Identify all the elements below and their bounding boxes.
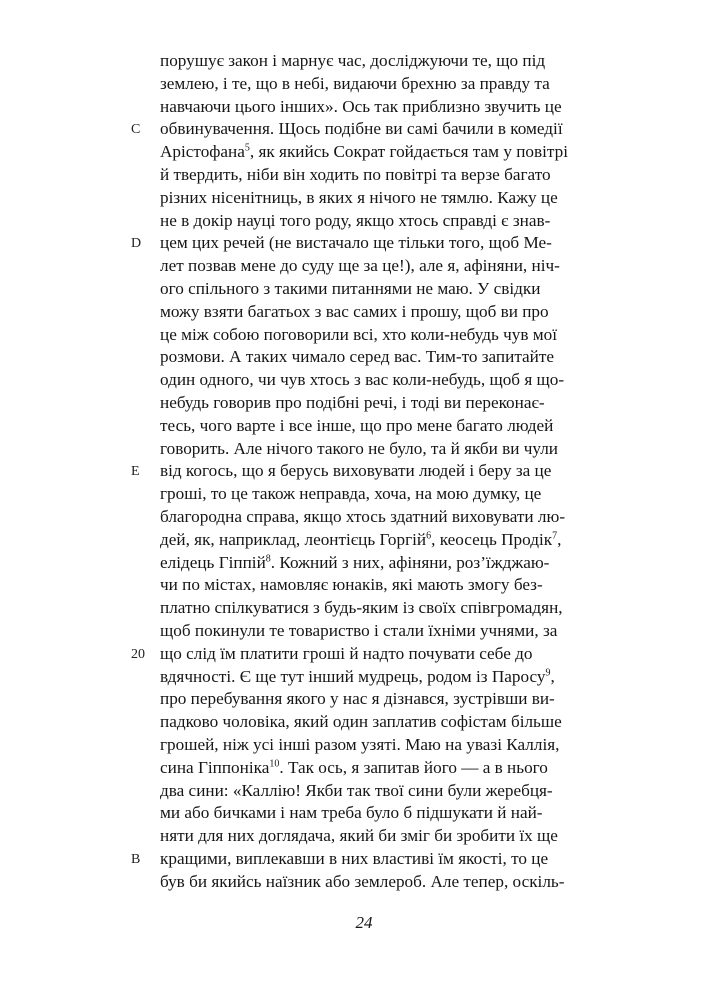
text-line (160, 392, 628, 415)
text-line (160, 438, 628, 461)
text-segment: не в докір науці того роду, якщо хтось справді є знав- (160, 210, 551, 230)
footnote-ref: 10 (269, 757, 280, 769)
text-segment: про перебування якого у нас я дізнався, зустрівши ви- (160, 689, 555, 709)
text-line (160, 255, 628, 278)
text-line (160, 346, 628, 369)
text-segment: падково чоловіка, який один заплатив софістам більше (160, 712, 562, 732)
text-segment: землею, і те, що в небі, видаючи брехню за правду та (160, 73, 550, 93)
text-line (160, 780, 628, 803)
text-segment: можу взяти багатьох з вас самих і прошу, щоб ви про (160, 301, 549, 321)
text-line (160, 734, 628, 757)
body-text (160, 50, 628, 893)
text-line (160, 278, 628, 301)
text-segment: . Так ось, я запитав його — а в нього (279, 757, 548, 777)
text-segment: розмови. А таких чимало серед вас. Тим-то запитайте (160, 347, 555, 367)
text-line (160, 324, 628, 347)
text-line (160, 210, 628, 233)
text-line (160, 597, 628, 620)
text-segment: небудь говорив про подібні речі, і тоді ви переконає- (160, 392, 545, 412)
text-line (160, 666, 628, 689)
margin-marker: 20 (131, 646, 145, 662)
text-segment: цем цих речей (не вистачало ще тільки того, щоб Ме- (160, 233, 552, 253)
text-line (160, 301, 628, 324)
text-line (160, 415, 628, 438)
text-segment: Арістофана (160, 142, 245, 162)
text-line (160, 871, 628, 894)
text-line (160, 757, 628, 780)
text-segment: говорить. Але нічого такого не було, та й якби ви чули (160, 438, 559, 458)
text-segment: що слід їм платити гроші й надто почувати себе до (160, 643, 533, 663)
text-segment: обвинувачення. Щось подібне ви самі бачили в комедії (160, 119, 563, 139)
margin-marker: D (131, 236, 142, 252)
text-segment: , як якийсь Сократ гойдається там у повітрі (249, 142, 568, 162)
text-line (160, 118, 628, 141)
text-segment: порушує закон і марнує час, досліджуючи те, що під (160, 51, 546, 70)
text-segment: . Кожний з них, афіняни, роз’їжджаю- (270, 552, 550, 572)
text-segment: благородна справа, якщо хтось здатний виховувати лю- (160, 506, 566, 526)
text-segment: від когось, що я берусь виховувати людей і беру за це (160, 461, 552, 481)
text-line (160, 552, 628, 575)
text-segment: це між собою поговорили всі, хто коли-небудь чув мої (160, 324, 558, 344)
text-segment: був би якийсь наїзник або землероб. Але тепер, оскіль- (160, 871, 565, 891)
text-line (160, 50, 628, 73)
text-segment: платно спілкуватися з будь-яким із своїх співгромадян, (160, 598, 563, 618)
margin-marker: E (131, 464, 140, 480)
text-segment: різних нісенітниць, в яких я нічого не тямлю. Кажу це (160, 187, 558, 207)
footnote-ref: 7 (552, 530, 558, 541)
text-line (160, 574, 628, 597)
text-segment: елідець Гіппій (160, 552, 266, 572)
text-segment: грошей, ніж усі інші разом узяті. Маю на увазі Каллія, (160, 734, 560, 754)
text-segment: два сини: «Каллію! Якби так твої сини були жеребця- (160, 780, 553, 800)
text-segment: дей, як, наприклад, леонтієць Горгій (160, 529, 427, 549)
text-line (160, 460, 628, 483)
text-segment: сина Гіппоніка (160, 757, 270, 777)
text-segment: вдячності. Є ще тут інший мудрець, родом із Паросу (160, 666, 546, 686)
text-segment: кращими, виплекавши в них властиві їм якості, то це (160, 848, 549, 868)
text-segment: ми або бичками і нам треба було б підшукати й най- (160, 803, 543, 823)
text-segment: ого спільного з такими питаннями не маю. У свідки (160, 278, 541, 298)
text-segment: , (550, 666, 555, 686)
text-line (160, 802, 628, 825)
margin-marker: B (131, 852, 141, 867)
page-number: 24 (355, 913, 373, 932)
text-line (160, 483, 628, 506)
text-segment: чи по містах, намовляє юнаків, які мають змогу без- (160, 575, 543, 595)
footnote-ref: 5 (244, 142, 250, 154)
text-segment: , (557, 529, 562, 549)
text-segment: гроші, то це також неправда, хоча, на мою думку, це (160, 484, 542, 504)
text-line (160, 232, 628, 255)
text-line (160, 620, 628, 643)
text-line (160, 848, 628, 871)
text-segment: навчаючи цього інших». Ось так приблизно звучить це (160, 96, 562, 116)
footnote-ref: 6 (426, 530, 432, 541)
footnote-ref: 9 (545, 666, 551, 678)
text-segment: один одного, чи чув хтось з вас коли-небудь, щоб я що- (160, 370, 565, 390)
text-line (160, 369, 628, 392)
text-segment: тесь, чого варте і все інше, що про мене багато людей (160, 415, 554, 435)
text-line (160, 643, 628, 666)
text-line (160, 529, 628, 552)
footnote-ref: 8 (265, 552, 271, 564)
text-line (160, 688, 628, 711)
text-line (160, 506, 628, 529)
text-line (160, 825, 628, 848)
text-segment: лет позвав мене до суду ще за це!), але я, афіняни, ніч- (160, 256, 560, 276)
text-line (160, 187, 628, 210)
text-line (160, 141, 628, 164)
text-line (160, 73, 628, 96)
text-segment: й твердить, ніби він ходить по повітрі та верзе багато (160, 164, 551, 184)
text-line (160, 711, 628, 734)
text-segment: няти для них доглядача, який би зміг би зробити їх ще (160, 826, 558, 846)
margin-marker: C (131, 122, 141, 138)
text-line (160, 96, 628, 119)
text-segment: , кеосець Продік (431, 529, 553, 549)
text-segment: щоб покинули те товариство і стали їхніми учнями, за (160, 620, 558, 640)
text-line (160, 164, 628, 187)
